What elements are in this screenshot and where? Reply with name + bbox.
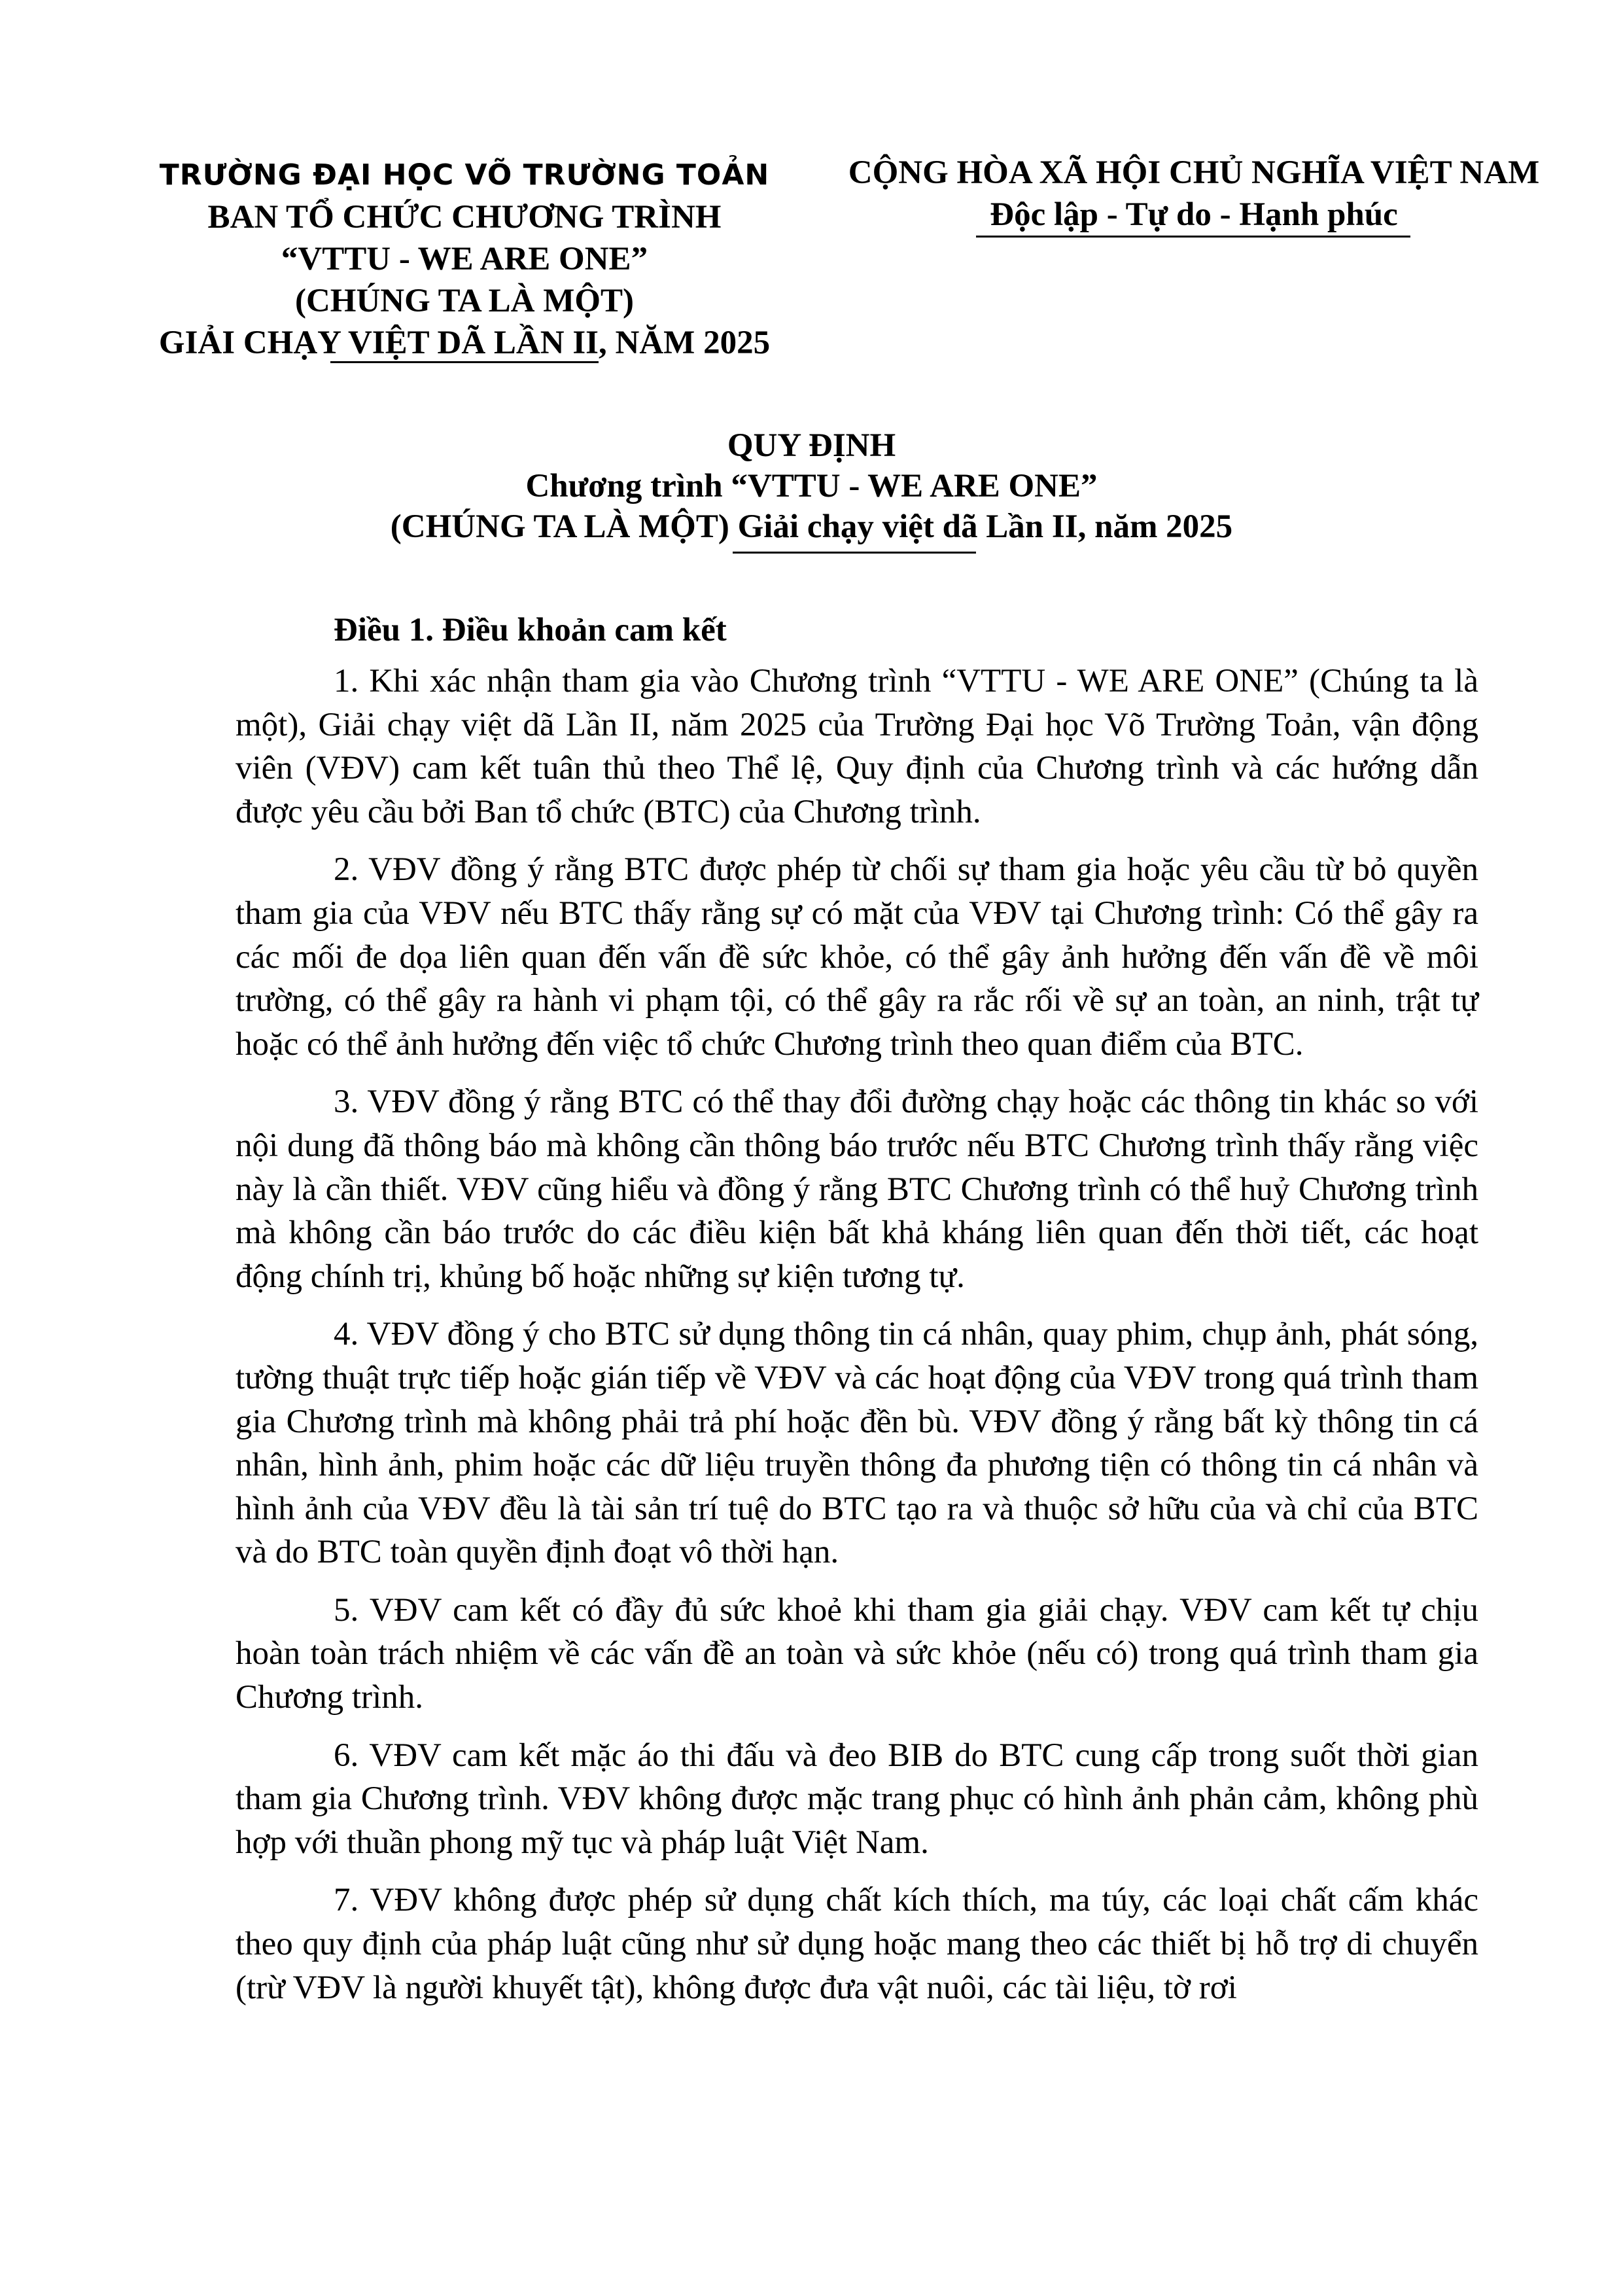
clause-7: 7. VĐV không được phép sử dụng chất kích thích, ma túy, các loại chất cấm khác theo quy định của pháp luật cũng như sử dụng hoặc mang theo các thiết bị hỗ trợ di chuyển (trừ VĐV là người khuyết tật), không được đưa vật nuôi, các tài liệu, tờ rơi (236, 1882, 1478, 2006)
title-line-2: Chương trình “VTTU - WE ARE ONE” (525, 468, 1098, 504)
event-line: GIẢI CHẠY VIỆT DÃ LẦN II, NĂM 2025 (158, 325, 771, 361)
national-motto: Độc lập - Tự do - Hạnh phúc (990, 196, 1398, 233)
program-name-line: “VTTU - WE ARE ONE” (281, 241, 648, 277)
clause-5: 5. VĐV cam kết có đầy đủ sức khoẻ khi tham gia giải chạy. VĐV cam kết tự chịu hoàn toàn trách nhiệm về các vấn đề an toàn và sức khỏe (nếu có) trong quá trình tham gia Chương trình. (236, 1591, 1478, 1716)
organizer-line: BAN TỔ CHỨC CHƯƠNG TRÌNH (207, 199, 722, 236)
issuer-underline (330, 361, 599, 363)
national-header (818, 152, 1570, 236)
clause-3: 3. VĐV đồng ý rằng BTC có thể thay đổi đường chạy hoặc các thông tin khác so với nội dung đã thông báo mà không cần thông báo trước nếu BTC Chương trình thấy rằng việc này là cần thiết. VĐV cũng hiểu và đồng ý rằng BTC Chương trình có thể huỷ Chương trình mà không cần báo trước do các điều kiện bất khả kháng liên quan đến thời tiết, các hoạt động chính trị, khủng bố hoặc những sự kiện tương tự. (236, 1084, 1478, 1295)
issuer-block (150, 154, 778, 364)
article-heading: Điều 1. Điều khoản cam kết (334, 612, 727, 648)
document-title (0, 425, 1623, 547)
clause-4: 4. VĐV đồng ý cho BTC sử dụng thông tin cá nhân, quay phim, chụp ảnh, phát sóng, tường thuật trực tiếp hoặc gián tiếp về VĐV và các hoạt động của VĐV trong quá trình tham gia Chương trình mà không phải trả phí hoặc đền bù. VĐV đồng ý rằng bất kỳ thông tin cá nhân, hình ảnh, phim hoặc các dữ liệu truyền thông đa phương tiện có thông tin cá nhân và hình ảnh của VĐV đều là tài sản trí tuệ do BTC tạo ra và thuộc sở hữu của và chỉ của BTC và do BTC toàn quyền định đoạt vô thời hạn. (236, 1316, 1478, 1571)
clause-1: 1. Khi xác nhận tham gia vào Chương trình “VTTU - WE ARE ONE” (Chúng ta là một), Giải chạy việt dã Lần II, năm 2025 của Trường Đại học Võ Trường Toản, vận động viên (VĐV) cam kết tuân thủ theo Thể lệ, Quy định của Chương trình và các hướng dẫn được yêu cầu bởi Ban tổ chức (BTC) của Chương trình. (236, 663, 1478, 830)
title-line-3: (CHÚNG TA LÀ MỘT) Giải chạy việt dã Lần II, năm 2025 (390, 508, 1233, 545)
title-underline (733, 552, 976, 554)
document-body (236, 609, 1478, 2024)
program-subtitle-line: (CHÚNG TA LÀ MỘT) (294, 283, 635, 319)
country-name: CỘNG HÒA XÃ HỘI CHỦ NGHĨA VIỆT NAM (848, 154, 1540, 191)
title-line-1: QUY ĐỊNH (727, 427, 896, 464)
clause-6: 6. VĐV cam kết mặc áo thi đấu và đeo BIB do BTC cung cấp trong suốt thời gian tham gia Chương trình. VĐV không được mặc trang phục có hình ảnh phản cảm, không phù hợp với thuần phong mỹ tục và pháp luật Việt Nam. (236, 1737, 1478, 1861)
motto-underline (976, 236, 1410, 238)
clause-2: 2. VĐV đồng ý rằng BTC được phép từ chối sự tham gia hoặc yêu cầu từ bỏ quyền tham gia của VĐV nếu BTC thấy rằng sự có mặt của VĐV tại Chương trình: Có thể gây ra các mối đe dọa liên quan đến vấn đề sức khỏe, có thể gây ảnh hưởng đến vấn đề về môi trường, có thể gây ra hành vi phạm tội, có thể gây ra rắc rối về sự an toàn, an ninh, trật tự hoặc có thể ảnh hưởng đến việc tổ chức Chương trình theo quan điểm của BTC. (236, 851, 1478, 1063)
school-name: TRƯỜNG ĐẠI HỌC VÕ TRƯỜNG TOẢN (159, 158, 770, 192)
